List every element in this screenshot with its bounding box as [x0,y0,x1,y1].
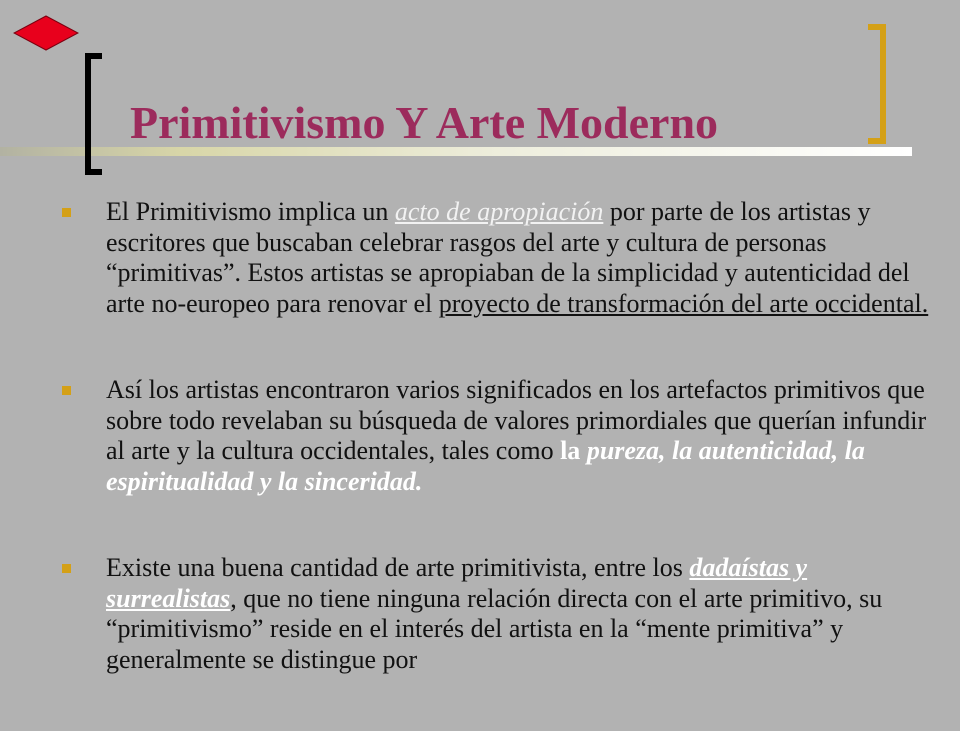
diamond-icon [13,15,79,51]
slide-title: Primitivismo Y Arte Moderno [130,97,719,148]
link-surrealistas[interactable]: surrealistas [106,583,231,613]
square-bullet-icon [62,208,71,217]
right-bracket-decoration [868,24,886,144]
left-bracket-decoration [85,53,102,175]
square-bullet-icon [62,564,71,573]
link-acto-de-apropiacion[interactable]: acto de apropiación [394,197,604,226]
emphasized-values: pureza, la autenticidad, la espiritualidad y la sinceridad [106,436,865,496]
bullet-item: El Primitivismo implica un acto de apropiación por parte de los artistas y escritores que buscaban celebrar rasgos del arte y cultura de personas “primitivas”. Estos artistas se apropiaban de la simplicidad y autenticidad del arte no-europeo para renovar el proyecto de transformación del arte occidental. [60,197,940,319]
bullet-item: Así los artistas encontraron varios significados en los artefactos primitivos que sobre todo revelaban su búsqueda de valores primordiales que querían infundir al arte y la cultura occidentales, tales como la pureza, la autenticidad, la espiritualidad y la sinceridad. [60,375,940,497]
square-bullet-icon [62,386,71,395]
bullet-item: Existe una buena cantidad de arte primitivista, entre los dadaístas y surrealistas, que no tiene ninguna relación directa con el arte primitivo, su “primitivismo” reside en el interés del artista en la “mente primitiva” y generalmente se distingue por [60,553,940,675]
bullet-list [60,197,940,731]
underlined-text: proyecto de transformación del arte occidental. [438,288,929,318]
link-dadaistas[interactable]: dadaístas y [689,553,808,582]
